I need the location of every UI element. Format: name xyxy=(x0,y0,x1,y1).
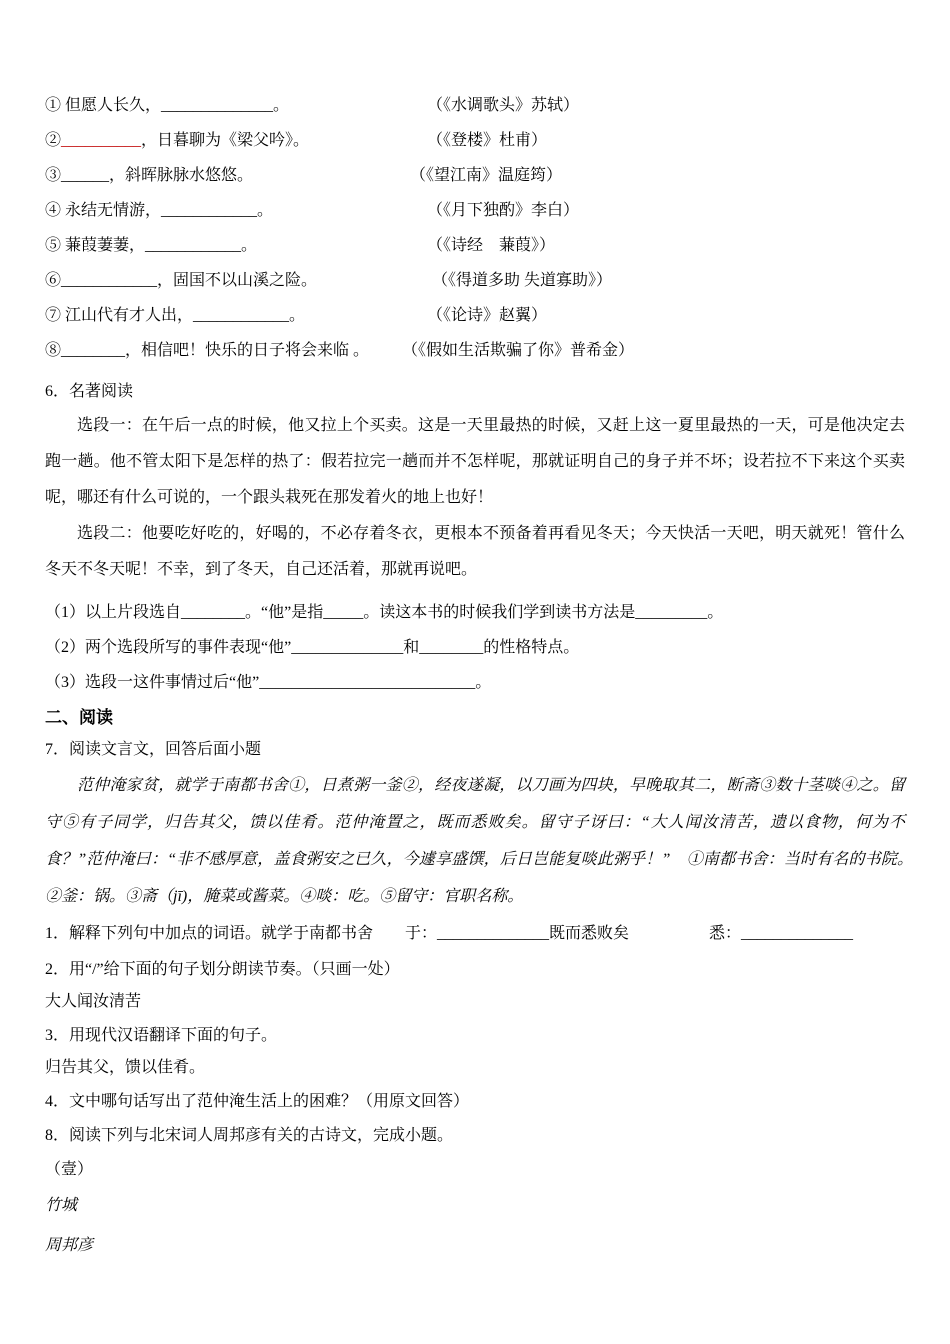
poem-title: 竹城 xyxy=(45,1197,78,1214)
question-7-sub-2: 2．用“/”给下面的句子划分朗读节奏。（只画一处） xyxy=(45,961,400,978)
poetry-pre: ⑤ 蒹葭萋萋， xyxy=(45,237,146,254)
poetry-post: 。 xyxy=(241,237,258,254)
poetry-source: （《假如生活欺骗了你》普希金） xyxy=(402,342,635,359)
answer-blank: ____________ xyxy=(161,202,258,219)
poetry-pre: ④ 永结无情游， xyxy=(45,202,162,219)
answer-blank: ______________ xyxy=(161,97,274,114)
poetry-source: （《登楼》杜甫） xyxy=(427,132,548,149)
poetry-post: 。 xyxy=(273,97,290,114)
answer-blank: ____________ xyxy=(193,307,290,324)
excerpt-2-paragraph: 选段二：他要吃好吃的，好喝的，不必存着冬衣，更根本不预备着再看见冬天；今天快活一天吧，明天就死！管什么冬天不冬天呢！不幸，到了冬天，自己还活着，那就再说吧。 xyxy=(45,525,905,578)
poetry-line xyxy=(45,267,317,290)
question-6-section xyxy=(45,380,905,699)
answer-blank-red: __________ xyxy=(61,132,142,149)
poetry-line xyxy=(45,302,305,325)
poetry-post: ，斜晖脉脉水悠悠。 xyxy=(109,167,254,184)
poetry-pre: ① 但愿人长久， xyxy=(45,97,162,114)
question-8-part-label: （壹） xyxy=(45,1161,94,1178)
poem-author: 周邦彦 xyxy=(45,1237,94,1254)
poetry-pre: ⑥ xyxy=(45,272,62,289)
poetry-item-3 xyxy=(45,162,905,197)
answer-blank: ____________ xyxy=(61,272,158,289)
poetry-post: ，相信吧！快乐的日子将会来临 。 xyxy=(125,342,370,359)
reading-section xyxy=(45,705,922,1261)
question-6-sub-3: （3）选段一这件事情过后“他”___________________________。 xyxy=(45,674,492,691)
question-6-sub-2: （2）两个选段所写的事件表现“他”______________和________的性格特点。 xyxy=(45,639,580,656)
poetry-source: （《诗经 蒹葭》） xyxy=(427,237,556,254)
answer-blank: ______ xyxy=(61,167,110,184)
poetry-line xyxy=(45,197,273,220)
poetry-item-5 xyxy=(45,232,905,267)
poetry-pre: ③ xyxy=(45,167,62,184)
question-6-heading: 6．名著阅读 xyxy=(45,383,134,400)
poetry-post: ，日暮聊为《梁父吟》。 xyxy=(141,132,310,149)
poetry-line xyxy=(45,162,253,185)
poetry-source: （《论诗》赵翼） xyxy=(427,307,548,324)
poetry-item-7 xyxy=(45,302,905,337)
question-7-sub-3: 3．用现代汉语翻译下面的句子。 xyxy=(45,1027,278,1044)
poetry-pre: ② xyxy=(45,132,62,149)
poetry-item-1 xyxy=(45,92,905,127)
poetry-item-8 xyxy=(45,337,905,372)
poetry-source: （《月下独酌》李白） xyxy=(427,202,580,219)
poetry-source: （《水调歌头》苏轼） xyxy=(427,97,580,114)
question-7-sub-1: 1．解释下列句中加点的词语。就学于南都书舍 于：______________既而悉败矣 悉：______________ xyxy=(45,925,854,942)
question-7-heading: 7．阅读文言文，回答后面小题 xyxy=(45,741,262,758)
question-7-sub-4: 4．文中哪句话写出了范仲淹生活上的困难？（用原文回答） xyxy=(45,1093,470,1110)
excerpt-1-paragraph: 选段一：在午后一点的时候，他又拉上个买卖。这是一天里最热的时候，又赶上这一夏里最热的一天，可是他决定去跑一趟。他不管太阳下是怎样的热了：假若拉完一趟而并不怎样呢，那就证明自己的身子并不坏；设若拉不下来这个买卖呢，哪还有什么可说的，一个跟头栽死在那发着火的地上也好！ xyxy=(45,417,905,506)
question-7-sub-2-sentence: 大人闻汝清苦 xyxy=(45,993,142,1010)
poetry-pre: ⑦ 江山代有才人出， xyxy=(45,307,194,324)
poetry-line xyxy=(45,92,289,115)
answer-blank: ________ xyxy=(61,342,126,359)
poetry-source: （《望江南》温庭筠） xyxy=(410,167,563,184)
poetry-line xyxy=(45,127,309,150)
question-8-heading: 8．阅读下列与北宋词人周邦彦有关的古诗文，完成小题。 xyxy=(45,1127,454,1144)
poetry-item-4 xyxy=(45,197,905,232)
classical-passage: 范仲淹家贫，就学于南都书舍①，日煮粥一釜②，经夜遂凝，以刀画为四块，早晚取其二，断斋③数十茎啖④之。留守⑤有子同学，归告其父，馈以佳肴。范仲淹置之，既而悉败矣。留守子讶曰：“大人闻汝清苦，遗以食物，何为不食？”范仲淹曰：“非不感厚意，盖食粥安之已久，今遽享盛馔，后日岂能复啖此粥乎！” ①南都书舍：当时有名的书院。 ②釜：锅。③斋（jī)，腌菜或酱菜。④啖：吃。⑤留守：官职名称。 xyxy=(45,777,922,905)
section-2-title: 二、阅读 xyxy=(45,708,113,727)
poetry-post: ，固国不以山溪之险。 xyxy=(157,272,318,289)
poetry-source: （《得道多助 失道寡助》） xyxy=(432,272,613,289)
question-6-sub-1: （1）以上片段选自________。“他”是指_____。读这本书的时候我们学到读书方法是_________。 xyxy=(45,604,724,621)
poetry-line xyxy=(45,232,257,255)
poetry-item-2 xyxy=(45,127,905,162)
question-7-sub-3-sentence: 归告其父，馈以佳肴。 xyxy=(45,1059,206,1076)
poetry-line xyxy=(45,337,369,360)
poetry-post: 。 xyxy=(289,307,306,324)
poetry-post: 。 xyxy=(257,202,274,219)
answer-blank: ____________ xyxy=(145,237,242,254)
poetry-fill-in-section xyxy=(45,92,905,372)
poetry-item-6 xyxy=(45,267,905,302)
poetry-pre: ⑧ xyxy=(45,342,62,359)
